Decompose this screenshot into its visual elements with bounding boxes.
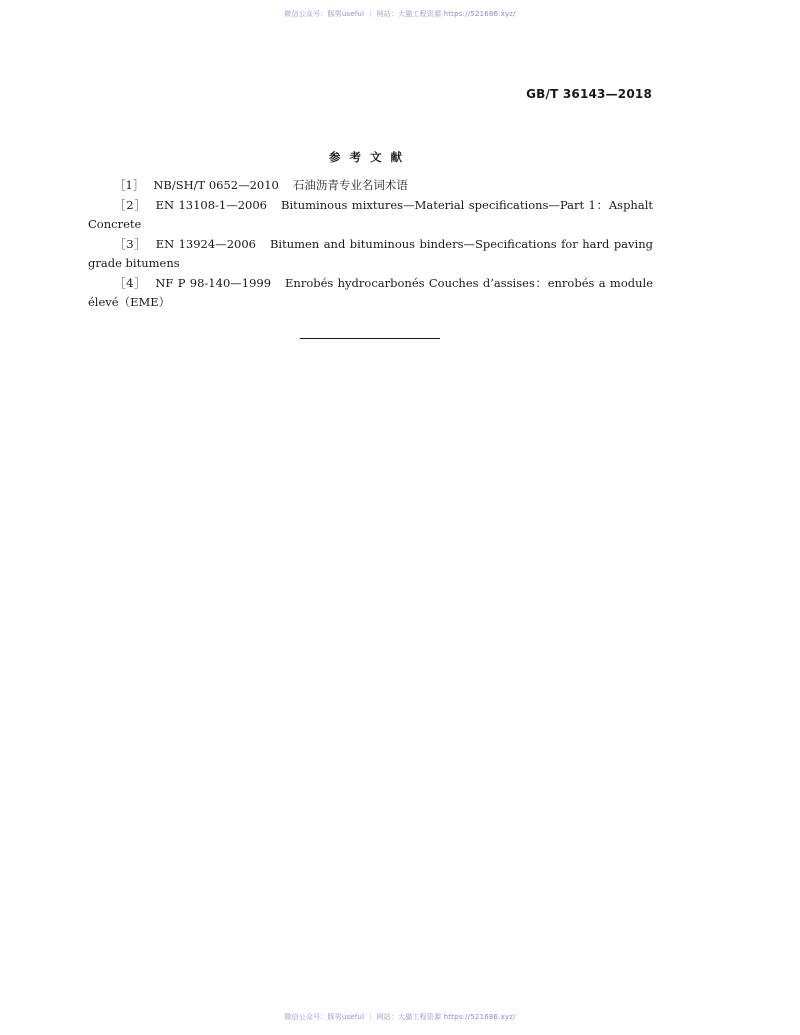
reference-code: EN 13924—2006 — [155, 236, 256, 251]
bottom-watermark: 微信公众号：豚男useful ｜ 网站：大猫工程资源 https://521686.xyz/ — [284, 1013, 516, 1021]
reference-list — [88, 176, 657, 313]
section-title: 参考文献 — [329, 150, 411, 164]
reference-title: 石油沥青专业名词术语 — [292, 178, 408, 192]
reference-item-4 — [88, 274, 657, 313]
reference-number: ［3］ — [114, 236, 147, 251]
top-watermark: 微信公众号：豚男useful ｜ 网站：大猫工程资源 https://521686.xyz/ — [284, 10, 516, 18]
reference-code: NB/SH/T 0652—2010 — [153, 178, 279, 192]
reference-code: EN 13108-1—2006 — [155, 197, 267, 212]
reference-item-2 — [88, 196, 657, 235]
reference-number: ［2］ — [114, 197, 147, 212]
reference-title: Bituminous mixtures—Material specifications—Part 1：Asphalt Concrete — [88, 197, 657, 231]
reference-title: Enrobés hydrocarbonés Couches d’assises：enrobés a module élevé（EME） — [88, 275, 657, 309]
reference-number: ［4］ — [114, 275, 147, 290]
end-rule — [300, 338, 440, 339]
document-code: GB/T 36143—2018 — [526, 87, 652, 101]
reference-item-3 — [88, 235, 657, 274]
reference-number: ［1］ — [114, 178, 145, 192]
reference-item-1 — [88, 176, 653, 196]
reference-title: Bitumen and bituminous binders—Specifications for hard paving grade bitumens — [88, 236, 657, 270]
reference-code: NF P 98-140—1999 — [155, 275, 272, 290]
